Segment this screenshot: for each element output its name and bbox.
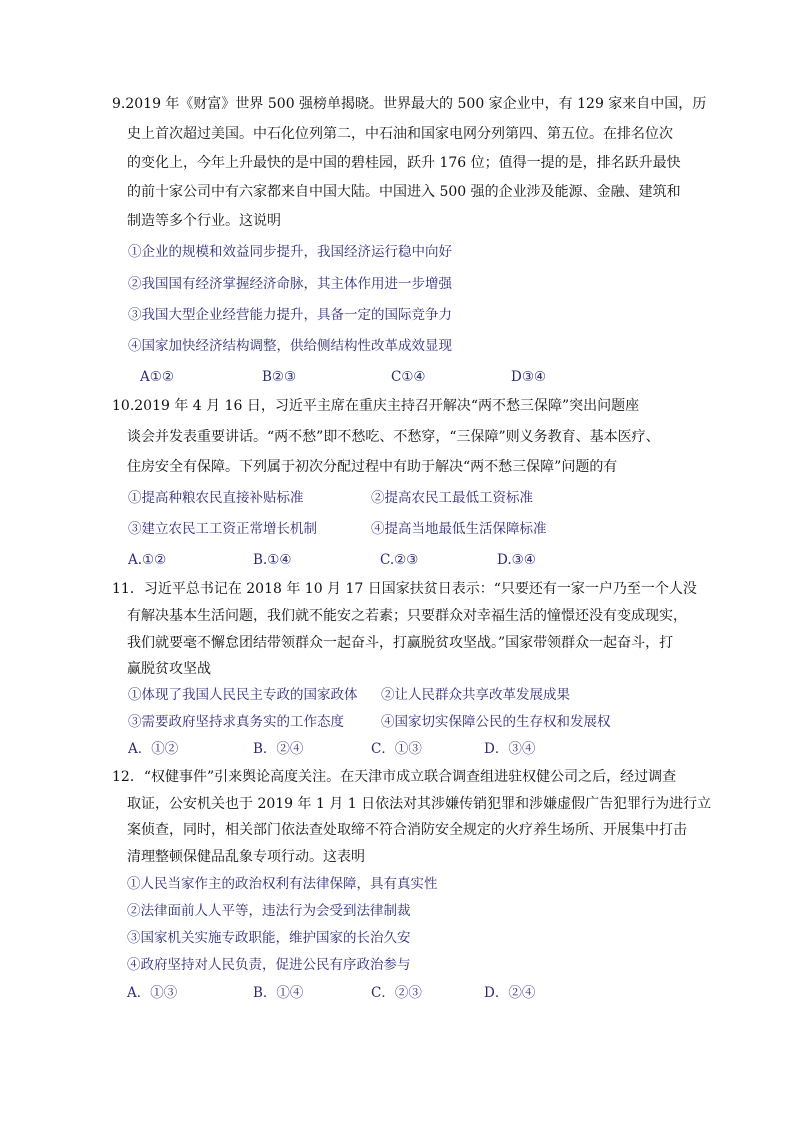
statement-option: ③我国大型企业经营能力提升，具备一定的国际竞争力 bbox=[128, 307, 452, 323]
choice-d[interactable]: D③④ bbox=[511, 369, 547, 385]
question-text-line: 清理整顿保健品乱象专项行动。这表明 bbox=[127, 849, 365, 865]
choice-c[interactable]: C．①③ bbox=[371, 741, 422, 757]
question-text-line: 谈会并发表重要讲话。“两不愁”即不愁吃、不愁穿，“三保障”则义务教育、基本医疗、 bbox=[127, 429, 660, 445]
choice-c[interactable]: C.②③ bbox=[380, 552, 419, 568]
question-text-line: 取证，公安机关也于 2019 年 1 月 1 日依法对其涉嫌传销犯罪和涉嫌虚假广告犯罪行为进行立 bbox=[127, 796, 712, 812]
choice-b[interactable]: B．①④ bbox=[253, 985, 304, 1001]
choice-c[interactable]: C①④ bbox=[391, 369, 426, 385]
statement-option: ④国家加快经济结构调整，供给侧结构性改革成效显现 bbox=[128, 338, 452, 354]
choice-d[interactable]: D．③④ bbox=[484, 741, 536, 757]
statement-option: ③国家机关实施专政职能，维护国家的长治久安 bbox=[127, 930, 411, 946]
question-text-line: 的前十家公司中有六家都来自中国大陆。中国进入 500 强的企业涉及能源、金融、建筑和 bbox=[127, 184, 681, 200]
choice-a[interactable]: A.①② bbox=[128, 552, 167, 568]
statement-option: ③建立农民工工资正常增长机制 bbox=[128, 521, 317, 537]
choice-d[interactable]: D.③④ bbox=[497, 552, 536, 568]
statement-option: ①企业的规模和效益同步提升，我国经济运行稳中向好 bbox=[128, 244, 452, 260]
question-text-line: 案侦查，同时，相关部门依法查处取缔不符合消防安全规定的火疗养生场所、开展集中打击 bbox=[127, 822, 687, 838]
statement-option: ②法律面前人人平等，违法行为会受到法律制裁 bbox=[127, 903, 411, 919]
question-text-line: 制造等多个行业。这说明 bbox=[127, 213, 281, 229]
statement-option: ①提高种粮农民直接补贴标准 bbox=[128, 490, 304, 506]
question-text-line: 11．习近平总书记在 2018 年 10 月 17 日国家扶贫日表示：“只要还有一家一户乃至一个人没 bbox=[112, 581, 697, 597]
choice-a[interactable]: A．①② bbox=[128, 741, 179, 757]
question-text-line: 10.2019 年 4 月 16 日，习近平主席在重庆主持召开解决“两不愁三保障”突出问题座 bbox=[112, 398, 640, 414]
question-text-line: 有解决基本生活问题，我们就不能安之若素；只要群众对幸福生活的憧憬还没有变成现实， bbox=[127, 608, 687, 624]
question-text-line: 史上首次超过美国。中石化位列第二，中石油和国家电网分列第四、第五位。在排名位次 bbox=[127, 126, 673, 142]
statement-option: ②提高农民工最低工资标准 bbox=[371, 490, 533, 506]
statement-option: ④政府坚持对人民负责，促进公民有序政治参与 bbox=[127, 957, 411, 973]
statement-option: ④国家切实保障公民的生存权和发展权 bbox=[381, 714, 611, 730]
question-text-line: 赢脱贫攻坚战 bbox=[127, 661, 211, 677]
choice-a[interactable]: A．①③ bbox=[127, 985, 178, 1001]
choice-d[interactable]: D．②④ bbox=[484, 985, 536, 1001]
choice-c[interactable]: C．②③ bbox=[371, 985, 422, 1001]
choice-b[interactable]: B．②④ bbox=[253, 741, 304, 757]
statement-option: ③需要政府坚持求真务实的工作态度 bbox=[128, 714, 344, 730]
statement-option: ④提高当地最低生活保障标准 bbox=[371, 521, 547, 537]
question-text-line: 我们就要毫不懈怠团结带领群众一起奋斗，打赢脱贫攻坚战。”国家带领群众一起奋斗，打 bbox=[127, 635, 674, 651]
choice-a[interactable]: A①② bbox=[140, 369, 174, 385]
statement-option: ②让人民群众共享改革发展成果 bbox=[381, 687, 570, 703]
question-text-line: 的变化上，今年上升最快的是中国的碧桂园，跃升 176 位；值得一提的是，排名跃升最快 bbox=[127, 155, 681, 171]
choice-b[interactable]: B.①④ bbox=[253, 552, 292, 568]
statement-option: ②我国国有经济掌握经济命脉，其主体作用进一步增强 bbox=[128, 276, 452, 292]
statement-option: ①体现了我国人民民主专政的国家政体 bbox=[128, 687, 358, 703]
statement-option: ①人民当家作主的政治权利有法律保障，具有真实性 bbox=[127, 876, 438, 892]
question-text-line: 住房安全有保障。下列属于初次分配过程中有助于解决“两不愁三保障”问题的有 bbox=[127, 459, 618, 475]
question-text-line: 12．“权健事件”引来舆论高度关注。在天津市成立联合调查组进驻权健公司之后，经过调查 bbox=[112, 769, 677, 785]
choice-b[interactable]: B②③ bbox=[262, 369, 297, 385]
question-text-line: 9.2019 年《财富》世界 500 强榜单揭晓。世界最大的 500 家企业中，有 129 家来自中国，历 bbox=[112, 96, 707, 112]
